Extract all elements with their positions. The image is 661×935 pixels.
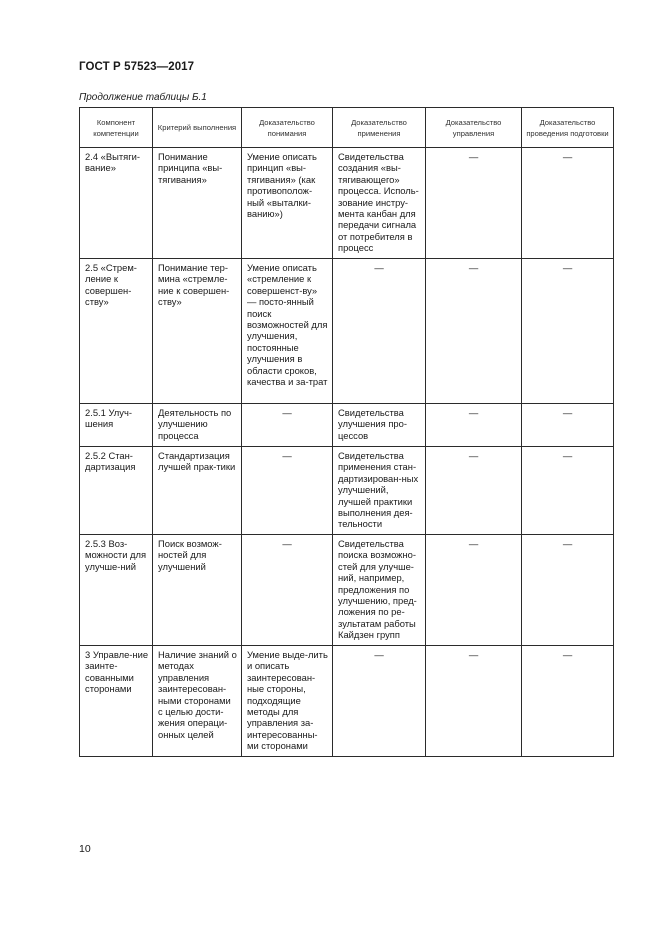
cell-training: —: [522, 646, 614, 757]
column-header: Доказательство проведения подготовки: [522, 108, 614, 148]
cell-application: —: [333, 259, 426, 404]
column-header: Доказательство применения: [333, 108, 426, 148]
cell-criterion: Понимание принципа «вы-тягивания»: [153, 148, 242, 259]
cell-application: Свидетельства улучшения про-цессов: [333, 404, 426, 447]
cell-component: 2.5.1 Улуч-шения: [80, 404, 153, 447]
cell-management: —: [426, 646, 522, 757]
cell-training: —: [522, 404, 614, 447]
table-row: [80, 404, 614, 447]
cell-application: —: [333, 646, 426, 757]
cell-application: Свидетельства поиска возможно-стей для улучше-ний, например, предложения по улучшению, пред-ложения по ре-зультатам работы Кайдзен групп: [333, 535, 426, 646]
cell-management: —: [426, 148, 522, 259]
cell-management: —: [426, 259, 522, 404]
cell-component: 2.5.2 Стан-дартизация: [80, 447, 153, 535]
cell-criterion: Стандартизация лучшей прак-тики: [153, 447, 242, 535]
cell-understanding: Умение описать принцип «вы-тягивания» (как противополож-ный «выталки-ванию»): [242, 148, 333, 259]
table-row: [80, 535, 614, 646]
table-row: [80, 259, 614, 404]
cell-understanding: —: [242, 404, 333, 447]
cell-component: 2.5 «Стрем-ление к совершен-ству»: [80, 259, 153, 404]
cell-criterion: Наличие знаний о методах управления заинтересован-ными сторонами с целью дости-жения операци-онных целей: [153, 646, 242, 757]
cell-management: —: [426, 447, 522, 535]
column-header: Доказательство понимания: [242, 108, 333, 148]
cell-understanding: —: [242, 535, 333, 646]
cell-understanding: —: [242, 447, 333, 535]
cell-criterion: Поиск возмож-ностей для улучшений: [153, 535, 242, 646]
cell-understanding: Умение выде-лить и описать заинтересован-ные стороны, подходящие методы для управления за-интересованны-ми сторонами: [242, 646, 333, 757]
table-row: [80, 447, 614, 535]
cell-component: 2.5.3 Воз-можности для улучше-ний: [80, 535, 153, 646]
cell-criterion: Деятельность по улучшению процесса: [153, 404, 242, 447]
cell-component: 2.4 «Вытяги-вание»: [80, 148, 153, 259]
cell-training: —: [522, 259, 614, 404]
cell-application: Свидетельства применения стан-дартизирован-ных улучшений, лучшей практики выполнения дея-тельности: [333, 447, 426, 535]
column-header: Доказательство управления: [426, 108, 522, 148]
column-header: Критерий выполнения: [153, 108, 242, 148]
table-header-row: [80, 108, 614, 148]
cell-application: Свидетельства создания «вы-тягивающего» процесса. Исполь-зование инстру-мента канбан для передачи сигнала от потребителя в процесс: [333, 148, 426, 259]
cell-training: —: [522, 535, 614, 646]
cell-understanding: Умение описать «стремление к совершенст-ву» — посто-янный поиск возможностей для улучшения, постоянные улучшения в области сроков, качества и за-трат: [242, 259, 333, 404]
competence-table: [79, 107, 614, 757]
cell-criterion: Понимание тер-мина «стремле-ние к совершен-ству»: [153, 259, 242, 404]
cell-training: —: [522, 447, 614, 535]
table-row: [80, 148, 614, 259]
cell-management: —: [426, 404, 522, 447]
table-row: [80, 646, 614, 757]
document-standard-header: ГОСТ Р 57523—2017: [79, 61, 195, 73]
table-caption: Продолжение таблицы Б.1: [79, 92, 207, 103]
page-number: 10: [79, 843, 91, 855]
cell-management: —: [426, 535, 522, 646]
cell-training: —: [522, 148, 614, 259]
column-header: Компонент компетенции: [80, 108, 153, 148]
cell-component: 3 Управле-ние заинте-сованными сторонами: [80, 646, 153, 757]
